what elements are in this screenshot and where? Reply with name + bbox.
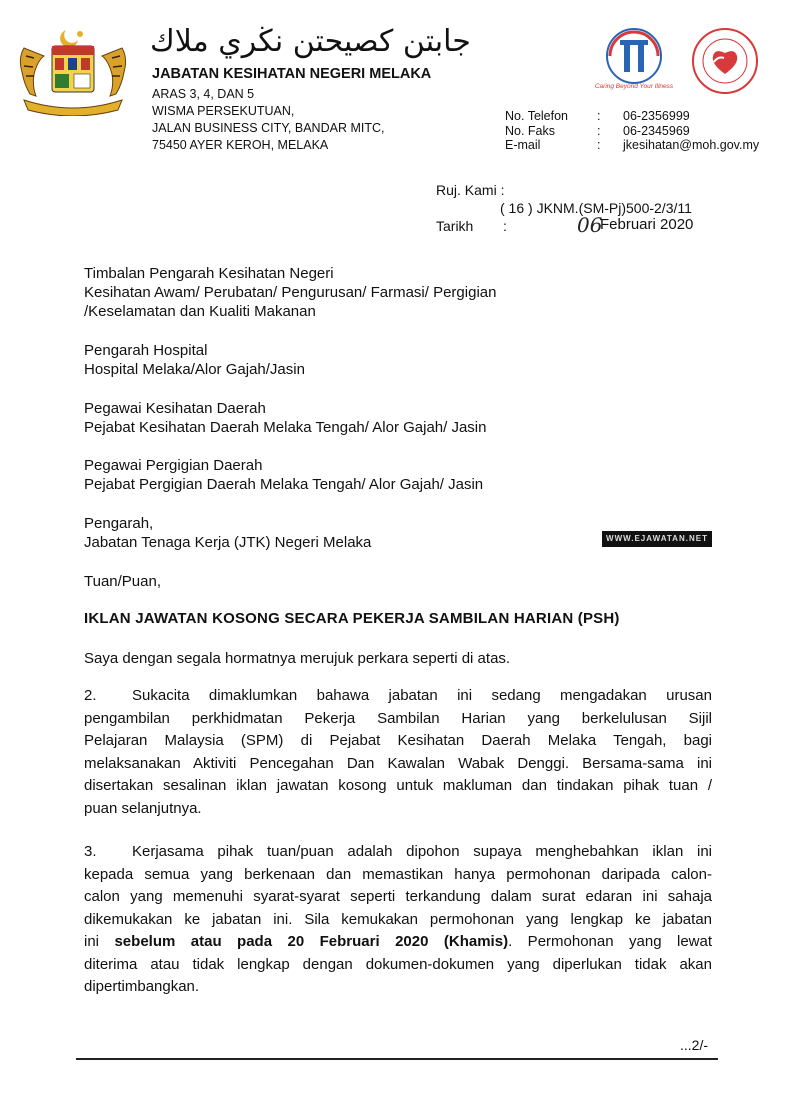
- date-colon: :: [503, 218, 507, 234]
- paragraph-line: dipertimbangkan.: [84, 978, 200, 995]
- addressee-block: [84, 341, 305, 379]
- jkn-melaka-logo: [590, 22, 678, 98]
- addressee-block: [84, 456, 483, 494]
- department-title-jawi: جابتن كصيحتن نڬري ملاك: [150, 24, 471, 59]
- paragraph-line: puan selanjutnya.: [84, 799, 202, 817]
- logo-tagline: Caring Beyond Your Illness: [594, 83, 674, 90]
- date-day-handwritten: 06: [577, 213, 603, 237]
- paragraph-line: ini sebelum atau pada 20 Februari 2020 (Khamis). Permohonan yang lewat: [84, 933, 712, 950]
- addressee-line: Pegawai Pergigian Daerah: [84, 457, 263, 474]
- paragraph-line: Saya dengan segala hormatnya merujuk perkara seperti di atas.: [84, 650, 511, 667]
- footer-divider: [76, 1058, 718, 1060]
- paragraph-3: [84, 841, 712, 999]
- contact-phone: No. Telefon : 06-2356999: [505, 109, 690, 123]
- addressee-line: Pejabat Pergigian Daerah Melaka Tengah/ Alor Gajah/ Jasin: [84, 476, 484, 493]
- addressee-line: Pengarah Hospital: [84, 342, 208, 359]
- salutation: Tuan/Puan,: [84, 573, 161, 590]
- contact-email: E-mail : jkesihatan@moh.gov.my: [505, 138, 760, 152]
- address-line: JALAN BUSINESS CITY, BANDAR MITC,: [152, 121, 385, 135]
- contact-info: [505, 109, 759, 153]
- addressee-block: [84, 264, 496, 321]
- date-label: Tarikh: [436, 218, 474, 234]
- addressee-line: Jabatan Tenaga Kerja (JTK) Negeri Melaka: [84, 534, 372, 551]
- addressee-line: Pengarah,: [84, 515, 154, 532]
- addressee-line: /Keselamatan dan Kualiti Makanan: [84, 303, 316, 320]
- paragraph-line: diterima atau tidak lengkap dengan dokumen-dokumen yang diperlukan tidak akan: [84, 955, 712, 973]
- moh-logo: [690, 26, 760, 96]
- addressee-block: [84, 399, 486, 437]
- date-month-year: Februari 2020: [600, 216, 694, 233]
- paragraph-2: [84, 685, 712, 820]
- reference-number: ( 16 ) JKNM.(SM-Pj)500-2/3/11: [500, 200, 692, 216]
- deadline-text: sebelum atau pada 20 Februari 2020 (Khamis): [114, 933, 509, 950]
- paragraph-line: Pelajaran Malaysia (SPM) di Pejabat Kesihatan Daerah Melaka Tengah, bagi: [84, 732, 712, 749]
- paragraph-line: melaksanakan Aktiviti Pencegahan Dan Kawalan Wabak Denggi. Bersama-sama ini: [84, 754, 712, 772]
- paragraph-number: 2.: [84, 687, 97, 704]
- paragraph-line: calon yang memenuhi syarat-syarat seperti terkandung dalam surat edaran ini sahaja: [84, 888, 712, 905]
- coat-of-arms-icon: [14, 26, 132, 116]
- addressee-line: Hospital Melaka/Alor Gajah/Jasin: [84, 361, 305, 378]
- paragraph-line: 3. Kerjasama pihak tuan/puan adalah dipohon supaya menghebahkan iklan ini: [84, 841, 712, 864]
- next-page-marker: ...2/-: [680, 1037, 709, 1053]
- watermark-badge: WWW.EJAWATAN.NET: [602, 531, 712, 547]
- reference-label: Ruj. Kami :: [436, 182, 505, 198]
- address-line: ARAS 3, 4, DAN 5: [152, 87, 255, 101]
- paragraph-line: 2. Sukacita dimaklumkan bahawa jabatan ini sedang mengadakan urusan: [84, 685, 712, 708]
- paragraph-line: dikemukakan ke jabatan ini. Sila kemukakan permohonan yang lengkap ke jabatan: [84, 910, 712, 928]
- addressee-line: Timbalan Pengarah Kesihatan Negeri: [84, 265, 334, 282]
- department-title: JABATAN KESIHATAN NEGERI MELAKA: [152, 66, 432, 82]
- department-address: [152, 86, 384, 154]
- addressee-line: Pejabat Kesihatan Daerah Melaka Tengah/ Alor Gajah/ Jasin: [84, 419, 487, 436]
- address-line: WISMA PERSEKUTUAN,: [152, 104, 295, 118]
- addressee-line: Kesihatan Awam/ Perubatan/ Pengurusan/ Farmasi/ Pergigian: [84, 284, 497, 301]
- addressee-block: [84, 514, 371, 552]
- contact-fax: No. Faks : 06-2345969: [505, 123, 690, 138]
- paragraph-number: 3.: [84, 843, 97, 860]
- paragraph-line: disertakan sesalinan iklan jawatan kosong untuk makluman dan tindakan pihak tuan /: [84, 777, 712, 794]
- paragraph-1: [84, 648, 712, 671]
- paragraph-line: kepada semua yang berkenaan dan memastikan hanya permohonan daripada calon-: [84, 865, 712, 883]
- addressee-line: Pegawai Kesihatan Daerah: [84, 400, 266, 417]
- address-line: 75450 AYER KEROH, MELAKA: [152, 138, 329, 152]
- paragraph-line: pengambilan perkhidmatan Pekerja Sambilan Harian yang berkelulusan Sijil: [84, 709, 712, 727]
- letter-subject: IKLAN JAWATAN KOSONG SECARA PEKERJA SAMBILAN HARIAN (PSH): [84, 610, 620, 627]
